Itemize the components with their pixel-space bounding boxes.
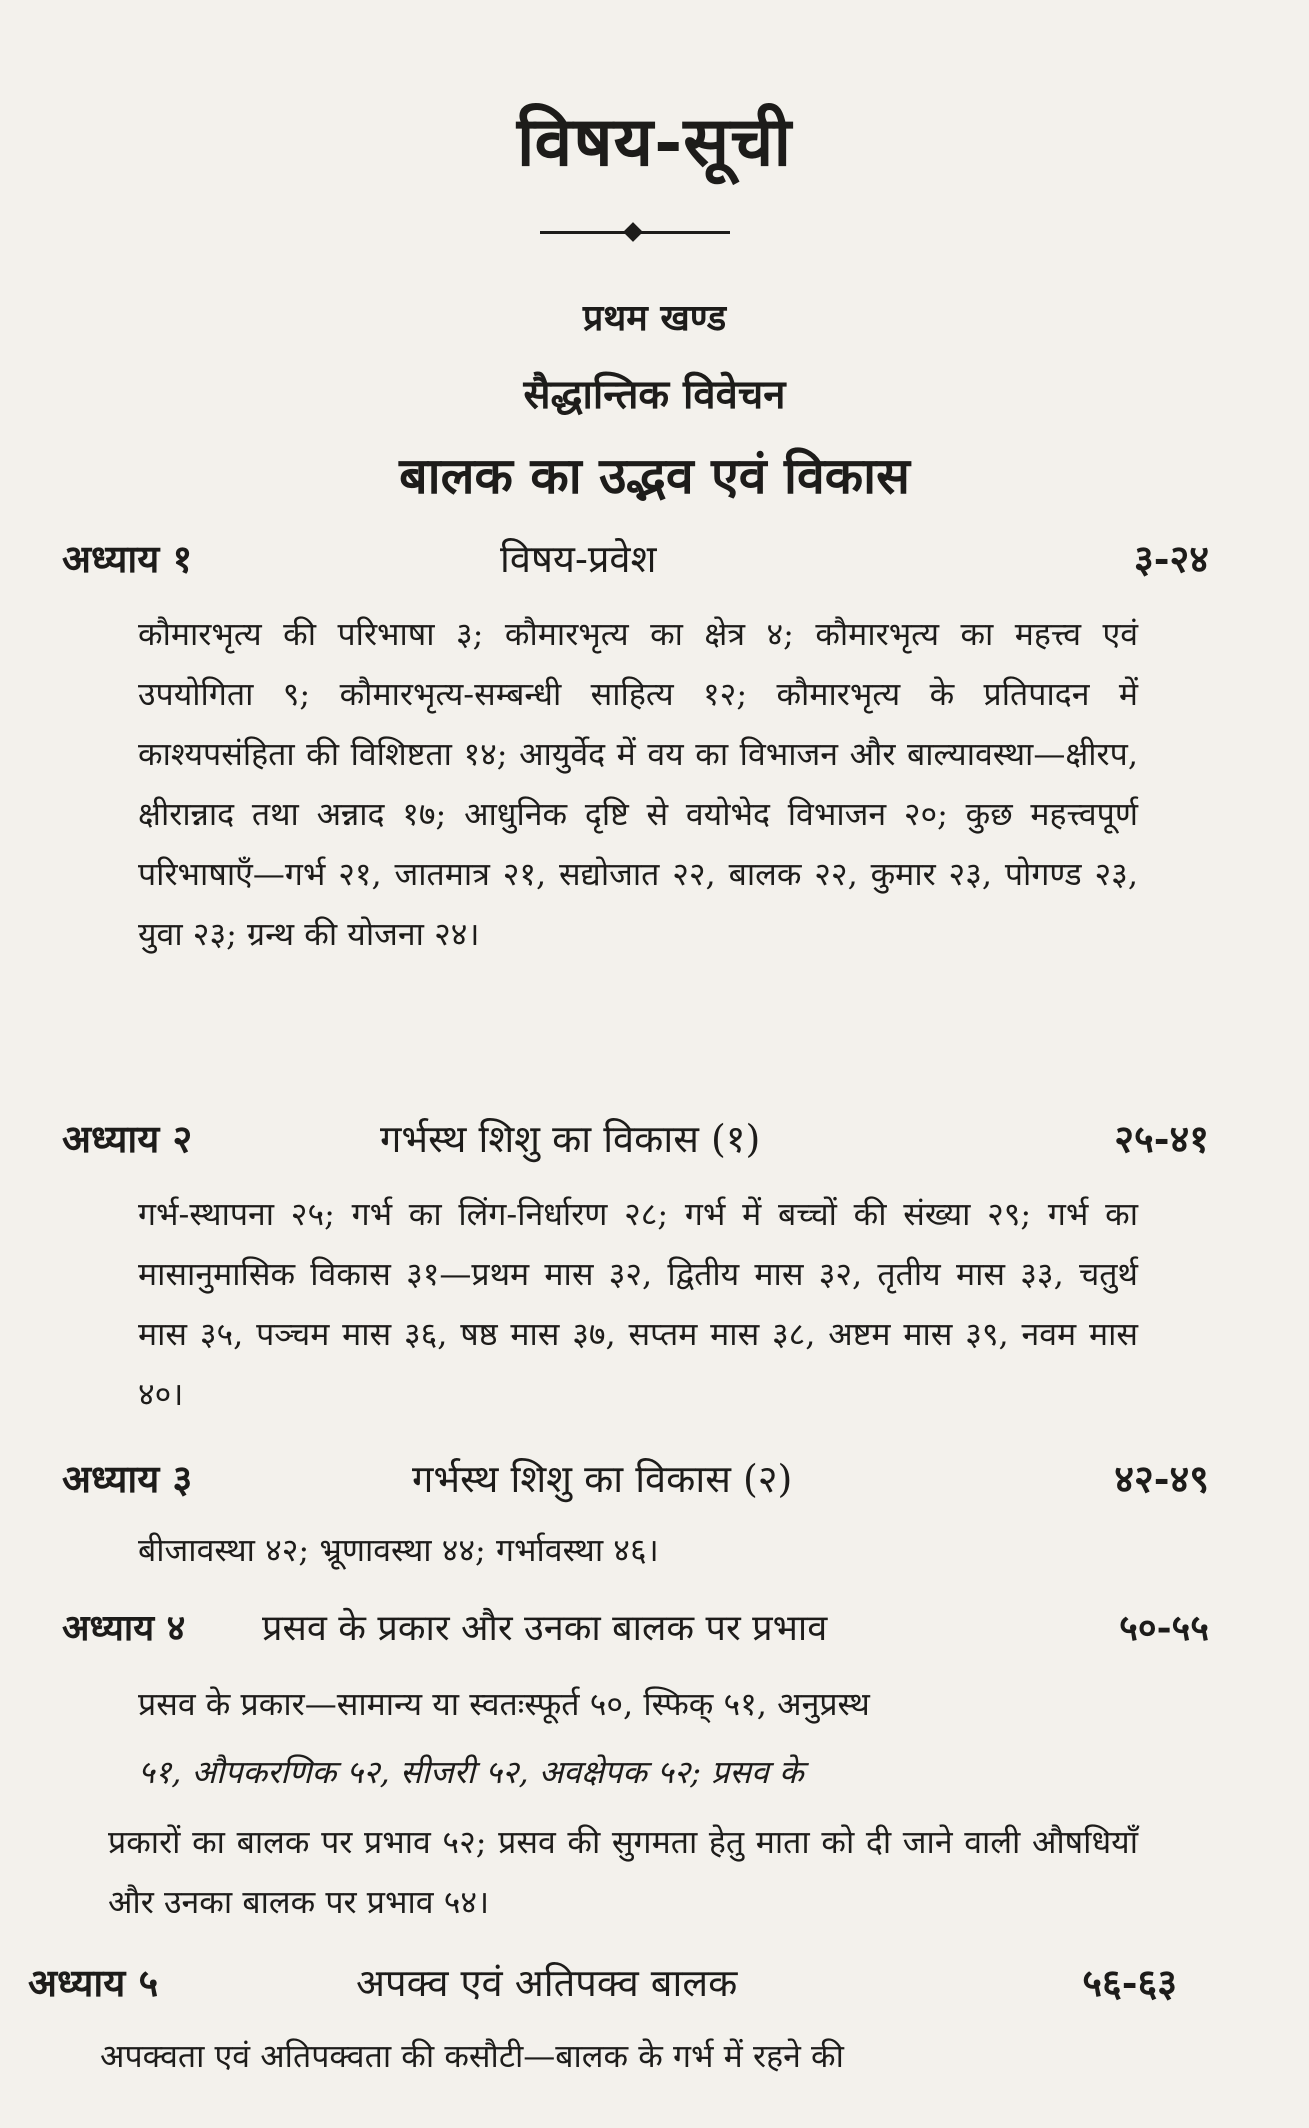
chapter-title: अपक्व एवं अतिपक्व बालक <box>356 1961 738 2005</box>
chapter-3-heading <box>0 1452 1309 1512</box>
chapter-title: विषय-प्रवेश <box>500 537 657 581</box>
chapter-4-contents-c: प्रकारों का बालक पर प्रभाव ५२; प्रसव की सुगमता हेतु माता को दी जाने वाली औषधियाँ और उनका बालक पर प्रभाव ५४। <box>108 1823 1138 1921</box>
chapter-number: अध्याय ३ <box>62 1456 193 1501</box>
title-ornament <box>540 222 730 242</box>
chapter-pages: ५६-६३ <box>1082 1960 1177 2005</box>
chapter-pages: २५-४१ <box>1114 1116 1209 1161</box>
chapter-5-heading <box>0 1956 1309 2016</box>
ornament-diamond-icon <box>623 222 643 242</box>
page-title: विषय-सूची <box>516 102 793 182</box>
chapter-pages: ३-२४ <box>1133 536 1209 581</box>
chapter-number: अध्याय २ <box>62 1116 193 1161</box>
chapter-number: अध्याय ४ <box>62 1607 186 1649</box>
chapter-title: प्रसव के प्रकार और उनका बालक पर प्रभाव <box>262 1608 828 1649</box>
chapter-title: गर्भस्थ शिशु का विकास (२) <box>412 1457 793 1501</box>
chapter-2-contents: गर्भ-स्थापना २५; गर्भ का लिंग-निर्धारण २८; गर्भ में बच्चों की संख्या २९; गर्भ का मासानुमासिक विकास ३१—प्रथम मास ३२, द्वितीय मास ३२, तृतीय मास ३३, चतुर्थ मास ३५, पञ्चम मास ३६, षष्ठ मास ३७, सप्तम मास ३८, अष्टम मास ३९, नवम मास ४०। <box>138 1195 1138 1413</box>
chapter-pages: ४२-४९ <box>1114 1456 1209 1501</box>
chapter-1-contents: कौमारभृत्य की परिभाषा ३; कौमारभृत्य का क्षेत्र ४; कौमारभृत्य का महत्त्व एवं उपयोगिता ९; कौमारभृत्य-सम्बन्धी साहित्य १२; कौमारभृत्य के प्रतिपादन में काश्यपसंहिता की विशिष्टता १४; आयुर्वेद में वय का विभाजन और बाल्यावस्था—क्षीरप, क्षीरान्नाद तथा अन्नाद १७; आधुनिक दृष्टि से वयोभेद विभाजन २०; कुछ महत्त्वपूर्ण परिभाषाएँ—गर्भ २१, जातमात्र २१, सद्योजात २२, बालक २२, कुमार २३, पोगण्ड २३, युवा २३; ग्रन्थ की योजना २४। <box>138 615 1138 953</box>
chapter-2-heading <box>0 1112 1309 1172</box>
chapter-4-heading <box>0 1602 1309 1662</box>
chapter-number: अध्याय ५ <box>28 1960 159 2005</box>
chapter-pages: ५०-५५ <box>1119 1607 1209 1649</box>
chapter-3-contents: बीजावस्था ४२; भ्रूणावस्था ४४; गर्भावस्था ४६। <box>138 1531 659 1569</box>
chapter-4-contents-b: ५१, औपकरणिक ५२, सीजरी ५२, अवक्षेपक ५२; प्रसव के <box>138 1753 804 1791</box>
section-heading: बालक का उद्भव एवं विकास <box>399 446 910 505</box>
chapter-number: अध्याय १ <box>62 536 193 581</box>
part-heading: प्रथम खण्ड <box>582 297 727 339</box>
chapter-title: गर्भस्थ शिशु का विकास (१) <box>380 1117 761 1161</box>
section-subtitle: सैद्धान्तिक विवेचन <box>523 371 786 418</box>
chapter-1-heading <box>0 532 1309 592</box>
chapter-4-contents-a: प्रसव के प्रकार—सामान्य या स्वतःस्फूर्त ५०, स्फिक् ५१, अनुप्रस्थ <box>138 1685 870 1723</box>
chapter-5-contents: अपक्वता एवं अतिपक्वता की कसौटी—बालक के गर्भ में रहने की <box>100 2037 844 2075</box>
